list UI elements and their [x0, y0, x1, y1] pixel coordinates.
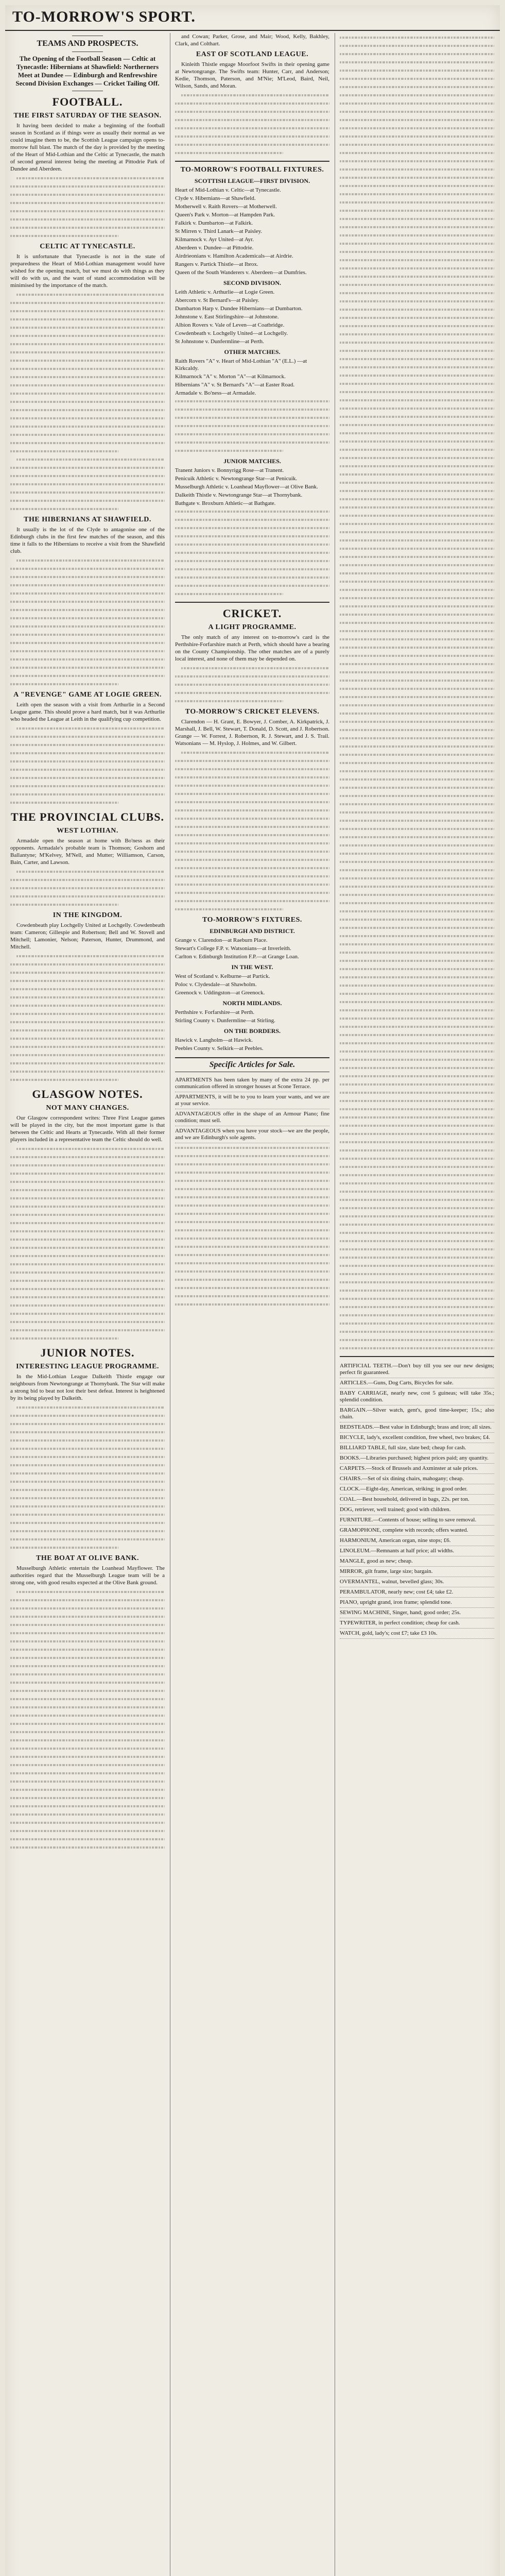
- classified-ad: ARTICLES.—Guns, Dog Carts, Bicycles for sale.: [340, 1378, 494, 1388]
- celtic-heading: CELTIC AT TYNECASTLE.: [40, 243, 135, 250]
- glasgow-heading: GLASGOW NOTES.: [32, 1088, 143, 1100]
- olive-heading: THE BOAT AT OLIVE BANK.: [36, 1554, 139, 1562]
- article-paragraph: Leith open the season with a visit from Arthurlie in a Second League game. This should prove a hard match, but it was Arthurlie who headed the League at Leith in the qualifying cup competition.: [10, 702, 165, 722]
- fixture-item: Queen's Park v. Morton—at Hampden Park.: [175, 212, 275, 218]
- other-matches-heading: OTHER MATCHES.: [224, 348, 281, 355]
- article-paragraph: and Cowan; Parker, Grose, and Mair; Wood, Kelly, Bakhley, Clark, and Colthart.: [175, 33, 329, 47]
- west-lothian-heading: WEST LOTHIAN.: [57, 827, 118, 835]
- fixture-item: Armadale v. Bo'ness—at Armadale.: [175, 390, 256, 396]
- classified-ad: GRAMOPHONE, complete with records; offers wanted.: [340, 1526, 494, 1536]
- junior-matches-list: [175, 467, 329, 507]
- masthead: [5, 5, 500, 31]
- provincial-heading: THE PROVINCIAL CLUBS.: [11, 810, 164, 823]
- opening-deck: The Opening of the Football Season — Celtic at Tynecastle: Hibernians at Shawfield: Northerners Meet at Dundee — Edinburgh and Renfrewshire Second Division Exchanges — Cricket Tailing Off.: [15, 55, 160, 87]
- first-division-list: [175, 187, 329, 276]
- fixture-item: Hibernians "A" v. St Bernard's "A"—at Easter Road.: [175, 382, 295, 388]
- first-saturday-heading: THE FIRST SATURDAY OF THE SEASON.: [13, 112, 162, 120]
- classified-ad: BOOKS.—Libraries purchased; highest prices paid; any quantity.: [340, 1453, 494, 1464]
- second-division-heading: SECOND DIVISION.: [223, 279, 282, 286]
- classified-ad: BEDSTEADS.—Best value in Edinburgh; brass and iron; all sizes.: [340, 1422, 494, 1433]
- revenge-heading: A "REVENGE" GAME AT LOGIE GREEN.: [13, 691, 162, 699]
- borders-heading: ON THE BORDERS.: [223, 1027, 281, 1035]
- fixture-item: Rangers v. Partick Thistle—at Ibrox.: [175, 261, 258, 267]
- glasgow-subheading: NOT MANY CHANGES.: [46, 1104, 129, 1112]
- article-paragraph: The only match of any interest on to-morrow's card is the Perthshire-Forfarshire match at Perth, which should have a bearing on the County Championship. The other matches are of a purely local interest, and none of them may be depended on.: [175, 634, 329, 662]
- classified-ad: APARTMENTS has been taken by many of the extra 24 pp. per communication offered in stronger houses at Scone Terrace.: [175, 1075, 329, 1092]
- junior-subheading: INTERESTING LEAGUE PROGRAMME.: [16, 1363, 159, 1370]
- classified-ad: CARPETS.—Stock of Brussels and Axminster at sale prices.: [340, 1464, 494, 1474]
- classified-ad: APPARTMENTS, it will be to you to learn your wants, and we are at your service.: [175, 1092, 329, 1109]
- cricket-fixtures-heading: TO-MORROW'S FIXTURES.: [202, 916, 302, 924]
- east-league-heading: EAST OF SCOTLAND LEAGUE.: [196, 50, 309, 58]
- fixture-item: Dumbarton Harp v. Dundee Hibernians—at Dumbarton.: [175, 306, 303, 312]
- fixture-item: Kilmarnock "A" v. Morton "A"—at Kilmarnock.: [175, 374, 286, 380]
- fixture-item: Abercorn v. St Bernard's—at Paisley.: [175, 297, 259, 303]
- article-paragraph: It having been decided to make a beginning of the football season in Scotland as if things were as usually their normal as we could imagine them to be, the Scottish League campaign opens to-morrow full blast. The match of the day is provided by the meeting of the Heart of Mid-Lothian and the Celtic at Tynecastle, the match of second general interest being the meeting at Pittodrie Park of Dundee and Aberdeen.: [10, 123, 165, 172]
- teams-head: TEAMS AND PROSPECTS.: [37, 39, 138, 48]
- hibs-heading: THE HIBERNIANS AT SHAWFIELD.: [24, 516, 151, 523]
- column-3: [340, 33, 494, 2576]
- classified-ad: MIRROR, gilt frame, large size; bargain.: [340, 1567, 494, 1577]
- classified-ad: OVERMANTEL, walnut, bevelled glass; 30s.: [340, 1577, 494, 1587]
- fixture-item: Stirling County v. Dunfermline—at Stirling.: [175, 1018, 275, 1024]
- fixture-item: St Johnstone v. Dunfermline—at Perth.: [175, 338, 264, 345]
- fixture-item: Stewart's College F.P. v. Watsonians—at Inverleith.: [175, 945, 291, 952]
- column-1: [10, 33, 165, 2576]
- classified-ad: BICYCLE, lady's, excellent condition, free wheel, two brakes; £4.: [340, 1433, 494, 1443]
- second-division-list: [175, 289, 329, 345]
- cricket-elevens-heading: TO-MORROW'S CRICKET ELEVENS.: [185, 708, 320, 716]
- fixture-item: Poloc v. Clydesdale—at Shawholm.: [175, 981, 257, 988]
- classified-ad: LINOLEUM.—Remnants at half price; all widths.: [340, 1546, 494, 1556]
- article-paragraph: Cowdenbeath play Lochgelly United at Lochgelly. Cowdenbeath team: Cameron; Gillespie and Robertson; Bell and W. Stovell and Mitchell; Lamonier, Nelson; Paterson, Hunter, Drummond, and Mitchell.: [10, 922, 165, 950]
- article-paragraph: Clarendon — H. Grant, E. Bowyer, J. Comber, A. Kirkpatrick, J. Marshall, J. Bell, W. Stewart, T. Donald, D. Scott, and J. Robertson. Grange — W. Forrest, J. Robertson, R. J. Stewart, and J. S. Trail. Watsonians — M. Hyslop, J. Holmes, and W. Gilbert.: [175, 719, 329, 747]
- fixture-item: Heart of Mid-Lothian v. Celtic—at Tynecastle.: [175, 187, 281, 193]
- fixture-item: Motherwell v. Raith Rovers—at Motherwell.: [175, 204, 277, 210]
- divider: [175, 602, 329, 603]
- fixture-item: Cowdenbeath v. Lochgelly United—at Lochgelly.: [175, 330, 288, 336]
- fixture-item: Johnstone v. East Stirlingshire—at Johnstone.: [175, 314, 279, 320]
- fixture-item: Albion Rovers v. Vale of Leven—at Coatbridge.: [175, 322, 285, 328]
- column-2: [175, 33, 329, 2576]
- divider: [175, 161, 329, 162]
- west-heading: IN THE WEST.: [231, 963, 273, 971]
- fixture-item: Bathgate v. Broxburn Athletic—at Bathgate.: [175, 500, 276, 506]
- junior-heading: JUNIOR NOTES.: [40, 1346, 135, 1359]
- fixture-item: Dalkeith Thistle v. Newtongrange Star—at Thornybank.: [175, 492, 303, 498]
- fixture-item: Peebles County v. Selkirk—at Peebles.: [175, 1045, 264, 1052]
- classified-ad: ARTIFICIAL TEETH.—Don't buy till you see our new designs; perfect fit guaranteed.: [340, 1361, 494, 1378]
- article-paragraph: Armadale open the season at home with Bo'ness as their opponents. Armadale's probable team is Thomson; Goshorn and Ballantyne; M'Kelvey, M'Nell, and Mutter; Williamson, Carson, Bain, Carter, and Lawson.: [10, 838, 165, 866]
- fixture-item: Perthshire v. Forfarshire—at Perth.: [175, 1009, 255, 1015]
- other-matches-list: [175, 358, 329, 397]
- divider: [340, 1356, 494, 1357]
- north-heading: NORTH MIDLANDS.: [222, 999, 282, 1007]
- classified-ad: MANGLE, good as new; cheap.: [340, 1556, 494, 1567]
- football-heading: FOOTBALL.: [52, 95, 123, 108]
- fixture-item: St Mirren v. Third Lanark—at Paisley.: [175, 228, 263, 234]
- fixture-item: Musselburgh Athletic v. Loanhead Mayflower—at Olive Bank.: [175, 484, 318, 490]
- classified-ad: PERAMBULATOR, nearly new; cost £4; take £2.: [340, 1587, 494, 1598]
- classified-ad: CLOCK.—Eight-day, American, striking; in good order.: [340, 1484, 494, 1495]
- fixture-item: Leith Athletic v. Arthurlie—at Logie Green.: [175, 289, 275, 295]
- fixture-item: Tranent Juniors v. Bonnyrigg Rose—at Tranent.: [175, 467, 284, 473]
- classified-ad: HARMONIUM, American organ, nine stops; £6.: [340, 1536, 494, 1546]
- fixture-item: Carlton v. Edinburgh Institution F.P.—at Grange Loan.: [175, 954, 299, 960]
- fixture-item: Greenock v. Uddingston—at Greenock.: [175, 990, 265, 996]
- first-division-heading: SCOTTISH LEAGUE—FIRST DIVISION.: [194, 177, 310, 184]
- cricket-subheading: A LIGHT PROGRAMME.: [208, 623, 297, 631]
- classified-ad: PIANO, upright grand, iron frame; splendid tone.: [340, 1598, 494, 1608]
- fixture-item: Aberdeen v. Dundee—at Pittodrie.: [175, 245, 254, 251]
- fixture-item: Penicuik Athletic v. Newtongrange Star—at Penicuik.: [175, 476, 298, 482]
- article-paragraph: In the Mid-Lothian League Dalkeith Thistle engage our neighbours from Newtongrange at Thornybank. The Star will make a strong bid to beat not lost their best defeat. Interest is heightened by its being played by Dalkeith.: [10, 1374, 165, 1401]
- classified-ad: WATCH, gold, lady's; cost £7; take £3 10s.: [340, 1629, 494, 1639]
- cricket-heading: CRICKET.: [222, 607, 282, 620]
- article-paragraph: Our Glasgow correspondent writes: Three First League games will be played in the city, but the most important game is that between the Celtic and Hearts at Tynecastle. With all their former players included in a representative team the Celtic should do well.: [10, 1115, 165, 1143]
- classified-ad: COAL.—Best household, delivered in bags, 22s. per ton.: [340, 1495, 494, 1505]
- article-paragraph: Musselburgh Athletic entertain the Loanhead Mayflower. The authorities regard that the Musselburgh League team will be a strong one, with good results expected at the Olive Bank ground.: [10, 1565, 165, 1586]
- fixture-item: Grange v. Clarendon—at Raeburn Place.: [175, 937, 268, 943]
- classified-ads-list: [340, 1361, 494, 1639]
- classified-ad: BABY CARRIAGE, nearly new, cost 5 guineas; will take 35s.; splendid condition.: [340, 1388, 494, 1405]
- fixture-item: Falkirk v. Dumbarton—at Falkirk.: [175, 220, 253, 226]
- kingdom-heading: IN THE KINGDOM.: [53, 911, 123, 919]
- junior-matches-heading: JUNIOR MATCHES.: [223, 457, 281, 465]
- newspaper-page: [5, 5, 500, 2576]
- classified-ad: SEWING MACHINE, Singer, hand; good order; 25s.: [340, 1608, 494, 1618]
- fixture-item: Queen of the South Wanderers v. Aberdeen—at Dumfries.: [175, 269, 307, 276]
- fixture-item: Airdrieonians v. Hamilton Academicals—at Airdrie.: [175, 253, 293, 259]
- classified-ad: BARGAIN.—Silver watch, gent's, good time-keeper; 15s.; also chain.: [340, 1405, 494, 1422]
- article-paragraph: It usually is the lot of the Clyde to antagonise one of the Edinburgh clubs in the first few matches of the season, and this time it falls to the Hibernians to receive a visit from the Shawfield club.: [10, 527, 165, 554]
- classified-ad: BILLIARD TABLE, full size, slate bed; cheap for cash.: [340, 1443, 494, 1453]
- classified-ad: FURNITURE.—Contents of house; selling to save removal.: [340, 1515, 494, 1526]
- fixture-item: Clyde v. Hibernians—at Shawfield.: [175, 195, 256, 201]
- article-paragraph: Kinleith Thistle engage Moorfoot Swifts in their opening game at Newtongrange. The Swifts team: Hunter, Carr, and Anderson; Kedie, Thomson, Paterson, and M'Nie; M'Leod, Baird, Neil, Wilson, Sands, and Moran.: [175, 61, 329, 89]
- fixture-item: Hawick v. Langholm—at Hawick.: [175, 1037, 253, 1043]
- fixture-item: Raith Rovers "A" v. Heart of Mid-Lothian "A" (E.L.) —at Kirkcaldy.: [175, 358, 307, 371]
- fixture-item: West of Scotland v. Kelburne—at Partick.: [175, 973, 270, 979]
- classified-ad: ADVANTAGEOUS offer in the shape of an Armour Piano; fine condition; must sell.: [175, 1109, 329, 1126]
- classified-ad: DOG, retriever, well trained; good with children.: [340, 1505, 494, 1515]
- masthead-title: TO-MORROW'S SPORT.: [12, 8, 196, 25]
- classified-ad: CHAIRS.—Set of six dining chairs, mahogany; cheap.: [340, 1474, 494, 1484]
- fixtures-heading: TO-MORROW'S FOOTBALL FIXTURES.: [180, 166, 324, 174]
- classified-ad: ADVANTAGEOUS when you have your stock—we are the people, and we are Edinburgh's sole agents.: [175, 1126, 329, 1143]
- edinburgh-heading: EDINBURGH AND DISTRICT.: [210, 927, 295, 935]
- article-paragraph: It is unfortunate that Tynecastle is not in the state of preparedness the Heart of Mid-Lothian management would have wished for the opening match, but we must do with things as they will do with us, and the want of stand accommodation will be minimised by the importance of the match.: [10, 253, 165, 289]
- ads-heading: Specific Articles for Sale.: [175, 1057, 329, 1072]
- classified-ad: TYPEWRITER, in perfect condition; cheap for cash.: [340, 1618, 494, 1629]
- fixture-item: Kilmarnock v. Ayr United—at Ayr.: [175, 236, 254, 243]
